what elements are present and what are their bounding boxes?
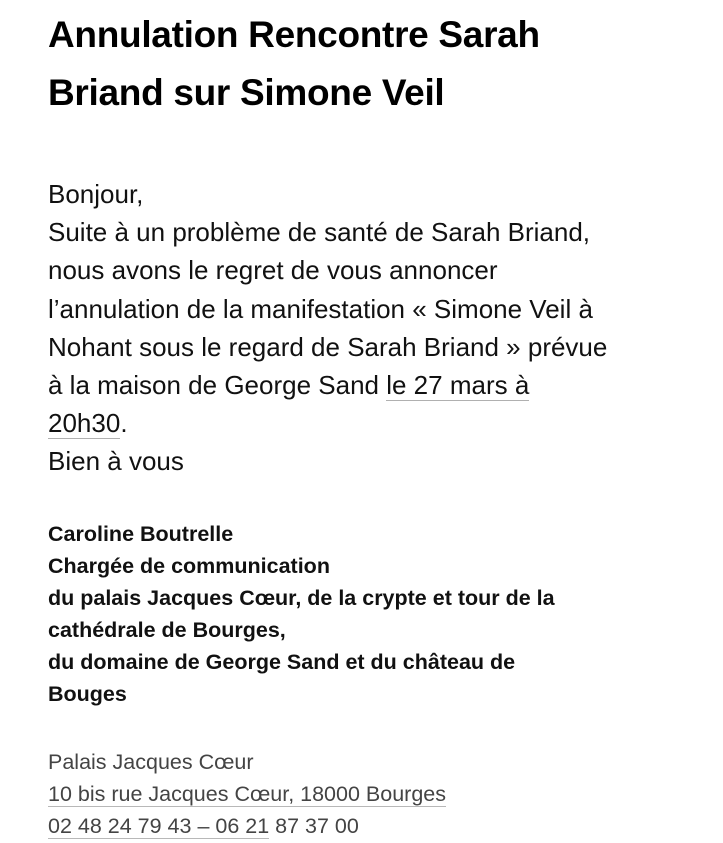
signature-line: du palais Jacques Cœur, de la crypte et tour de la bbox=[48, 585, 555, 610]
event-date-link[interactable]: le 27 mars à bbox=[386, 370, 530, 401]
contact-block bbox=[48, 746, 710, 842]
email-message bbox=[48, 6, 710, 842]
email-subject bbox=[48, 6, 710, 122]
body-line: nous avons le regret de vous annoncer bbox=[48, 255, 498, 286]
signature-name: Caroline Boutrelle bbox=[48, 521, 234, 546]
contact-place: Palais Jacques Cœur bbox=[48, 749, 254, 774]
email-body bbox=[48, 175, 710, 481]
closing: Bien à vous bbox=[48, 446, 184, 477]
body-line: l’annulation de la manifestation « Simone Veil à bbox=[48, 293, 593, 324]
address-link[interactable]: 10 bis rue Jacques Cœur, 18000 Bourges bbox=[48, 781, 446, 806]
phone-separator: – bbox=[191, 813, 216, 838]
phone-number-1: 02 48 24 79 43 bbox=[48, 813, 192, 838]
email-signature bbox=[48, 518, 710, 710]
subject-line-1: Annulation Rencontre Sarah bbox=[48, 14, 540, 55]
body-text-segment: à la maison de George Sand bbox=[48, 370, 387, 401]
phone-link[interactable] bbox=[48, 814, 269, 839]
subject-line-2: Briand sur Simone Veil bbox=[48, 72, 445, 113]
signature-line: cathédrale de Bourges, bbox=[48, 617, 286, 642]
phone-number-2-rest: 87 37 00 bbox=[269, 813, 359, 838]
signature-line: du domaine de George Sand et du château de bbox=[48, 649, 516, 674]
body-text-segment: . bbox=[120, 408, 128, 439]
body-line: Nohant sous le regard de Sarah Briand » prévue bbox=[48, 331, 608, 362]
greeting: Bonjour, bbox=[48, 179, 144, 209]
body-line-with-time bbox=[48, 404, 710, 442]
phone-line bbox=[48, 810, 710, 842]
event-time-link[interactable]: 20h30 bbox=[48, 408, 121, 439]
signature-line: Bouges bbox=[48, 681, 127, 706]
phone-number-2-prefix: 06 21 bbox=[215, 813, 270, 838]
body-line-with-date bbox=[48, 366, 710, 404]
body-line: Suite à un problème de santé de Sarah Briand, bbox=[48, 217, 591, 248]
signature-role: Chargée de communication bbox=[48, 553, 330, 578]
address-line bbox=[48, 778, 710, 810]
